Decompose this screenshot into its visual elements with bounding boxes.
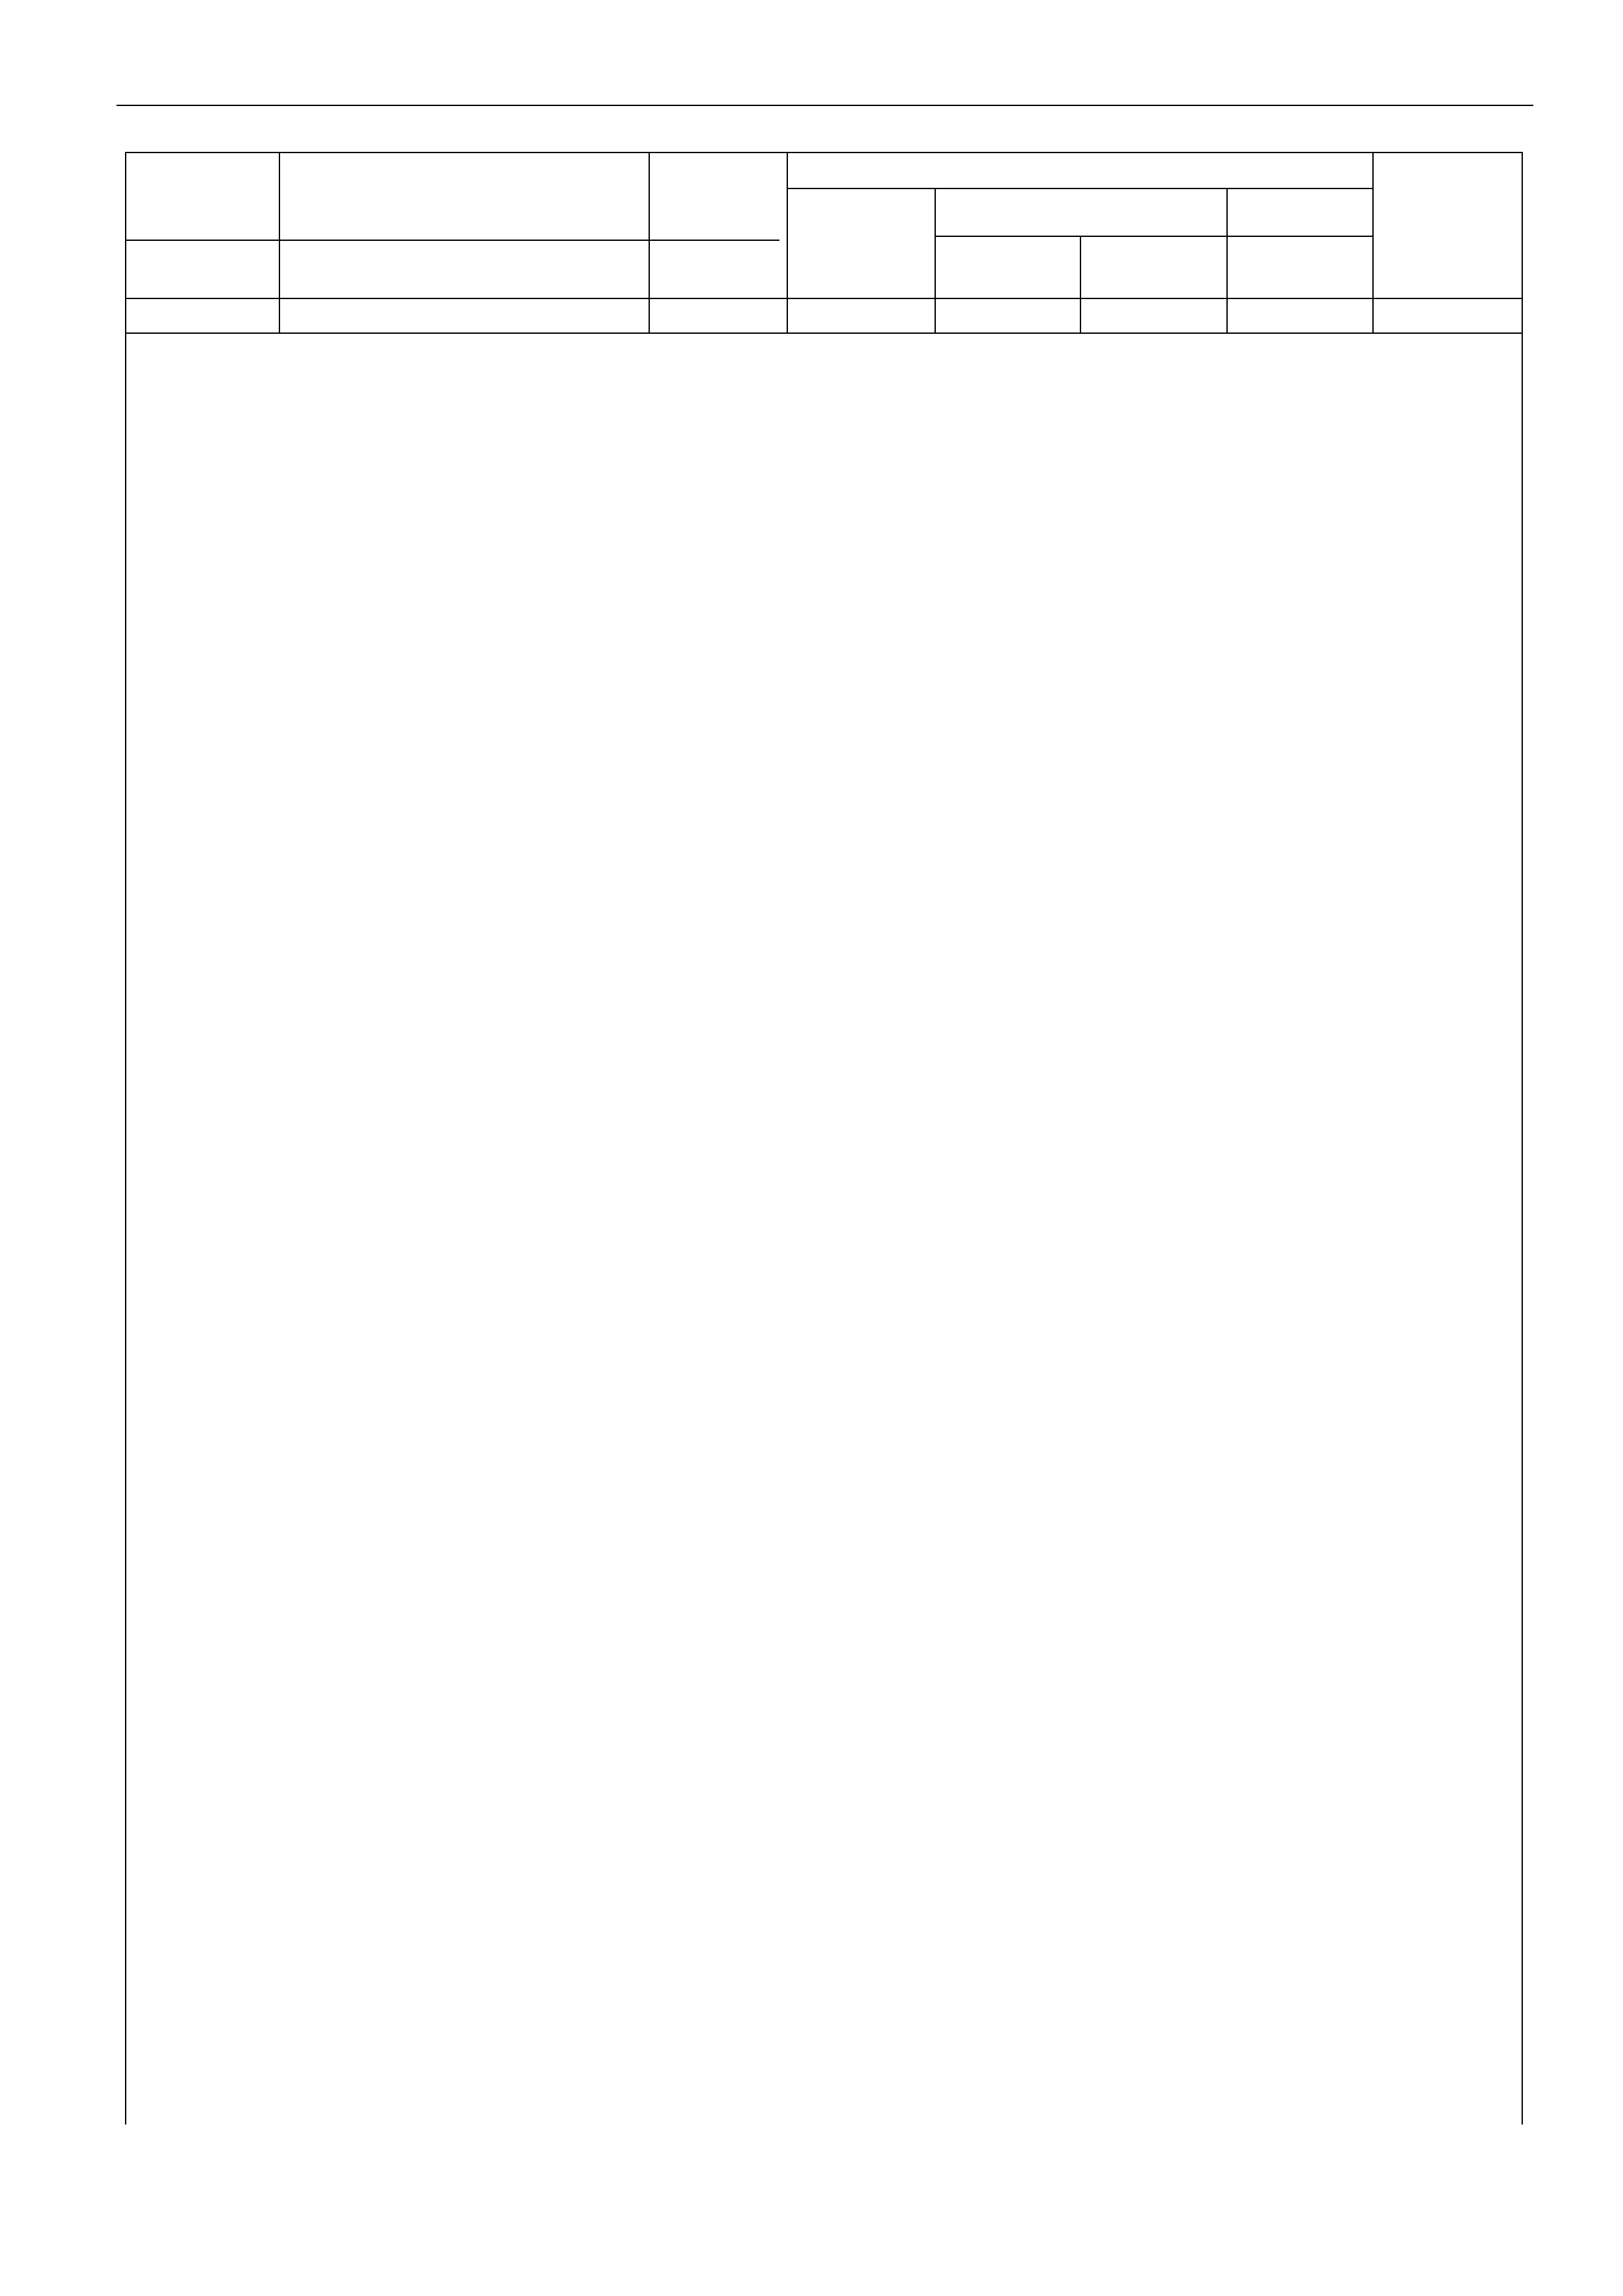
border-left (125, 152, 126, 2125)
col1-top (125, 198, 279, 240)
col-number-6 (1080, 298, 1226, 332)
col-number-4 (787, 298, 935, 332)
col-number-7 (1226, 298, 1372, 332)
col4-header (787, 243, 935, 298)
col2-bottom (279, 240, 649, 298)
col7-header (1226, 236, 1372, 298)
numbers-bottom-line (125, 332, 1523, 334)
col2-top (279, 191, 649, 240)
col5-header (935, 236, 1080, 298)
col-number-2 (279, 298, 649, 332)
col6-header (1080, 236, 1226, 298)
col-number-3 (649, 298, 787, 332)
col-number-5 (935, 298, 1080, 332)
header-rule (116, 105, 1533, 106)
col8-header (1372, 240, 1522, 298)
col-number-1 (125, 298, 279, 332)
col1-bottom (125, 240, 279, 298)
border-right (1522, 152, 1523, 2125)
col3-header (649, 240, 787, 298)
group-header (787, 152, 1372, 188)
materials-header (1226, 188, 1372, 236)
machines-header (935, 188, 1226, 236)
col-number-8 (1372, 298, 1522, 332)
